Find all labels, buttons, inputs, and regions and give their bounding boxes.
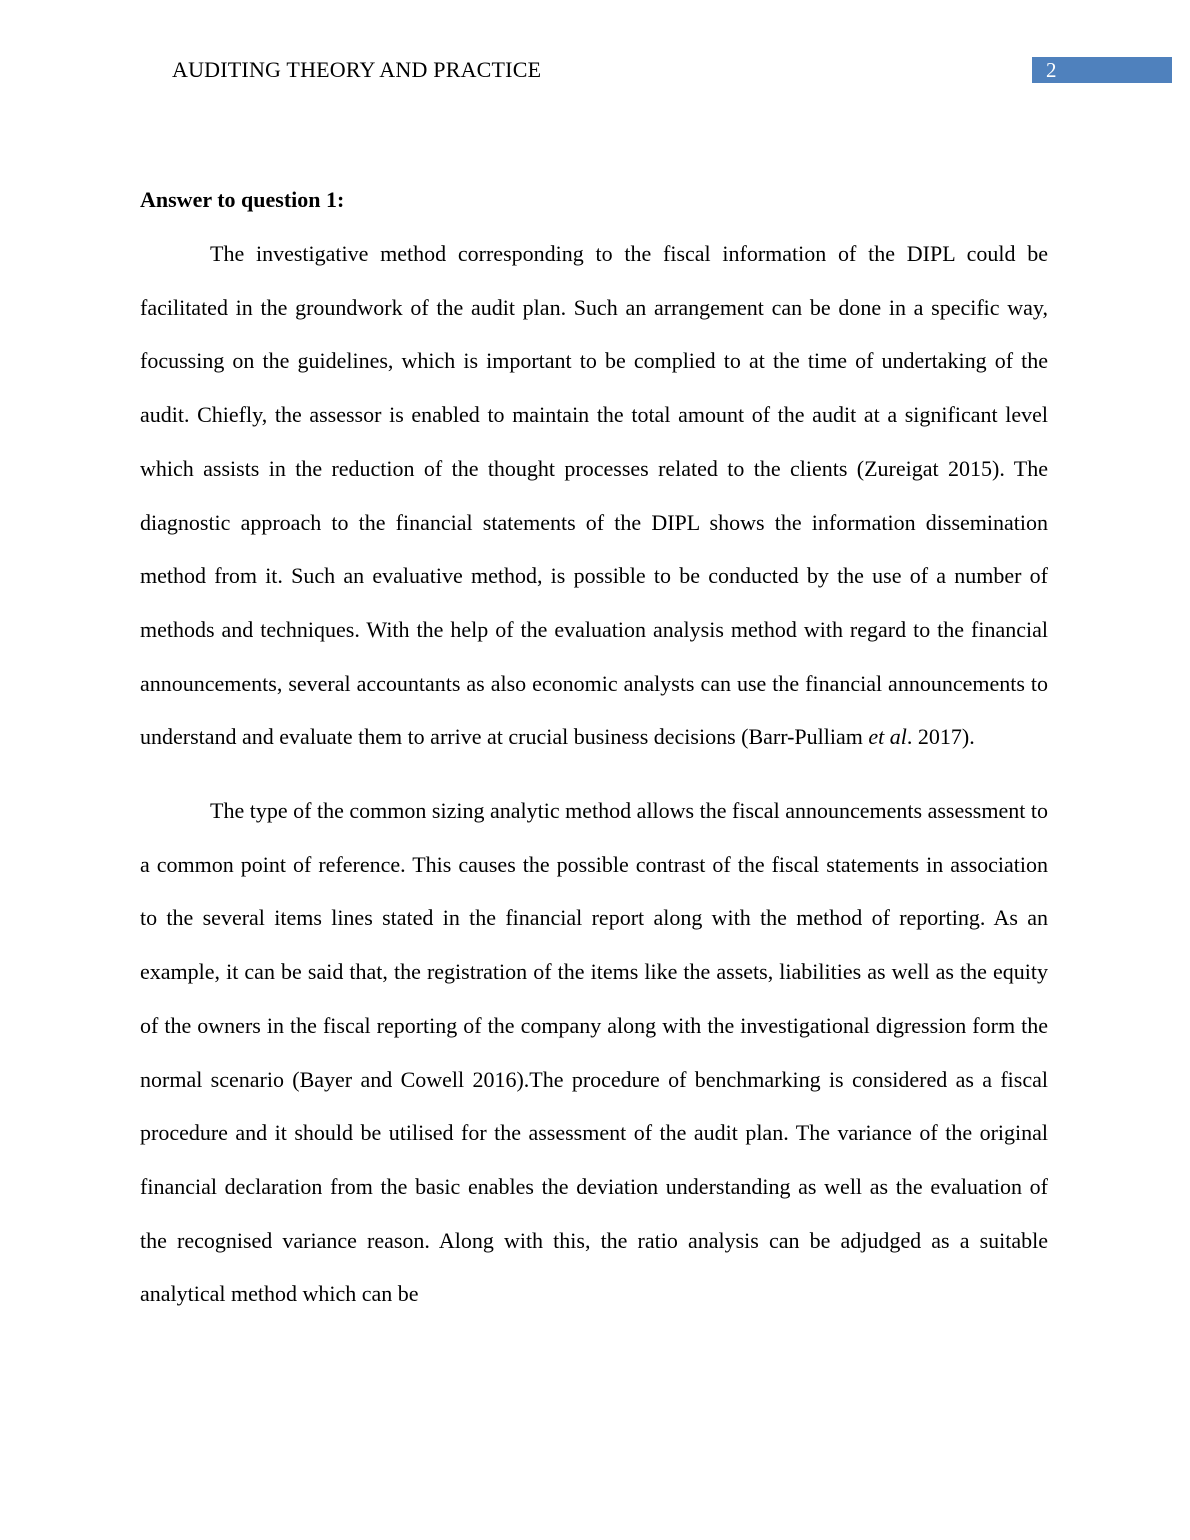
running-header-title: AUDITING THEORY AND PRACTICE: [172, 57, 542, 82]
paragraph-1-text-end: . 2017).: [906, 724, 975, 750]
paragraph-2: The type of the common sizing analytic method allows the fiscal announcements assessment to a common point of reference. This causes the possible contrast of the fiscal statements in association to the several items lines stated in the financial report along with the method of reporting. As an example, it can be said that, the registration of the items like the assets, liabilities as well as the equity of the owners in the fiscal reporting of the company along with the investigational digression form the normal scenario (Bayer and Cowell 2016).The procedure of benchmarking is considered as a fiscal procedure and it should be utilised for the assessment of the audit plan. The variance of the original financial declaration from the basic enables the deviation understanding as well as the evaluation of the recognised variance reason. Along with this, the ratio analysis can be adjudged as a suitable analytical method which can be: [140, 798, 1048, 1307]
paragraph-1: [140, 227, 1048, 764]
page-number: 2: [1032, 57, 1172, 83]
document-body: [140, 184, 1048, 1321]
paragraph-1-italic: et al: [868, 724, 907, 750]
section-heading: Answer to question 1:: [140, 187, 345, 212]
paragraph-1-text: The investigative method corresponding to the fiscal information of the DIPL could be facilitated in the groundwork of the audit plan. Such an arrangement can be done in a specific way, focussing on the guidelines, which is important to be complied to at the time of undertaking of the audit. Chiefly, the assessor is enabled to maintain the total amount of the audit at a significant level which assists in the reduction of the thought processes related to the clients (Zureigat 2015). The diagnostic approach to the financial statements of the DIPL shows the information dissemination method from it. Such an evaluative method, is possible to be conducted by the use of a number of methods and techniques. With the help of the evaluation analysis method with regard to the financial announcements, several accountants as also economic analysts can use the financial announcements to understand and evaluate them to arrive at crucial business decisions (Barr-Pulliam: [140, 241, 1048, 750]
